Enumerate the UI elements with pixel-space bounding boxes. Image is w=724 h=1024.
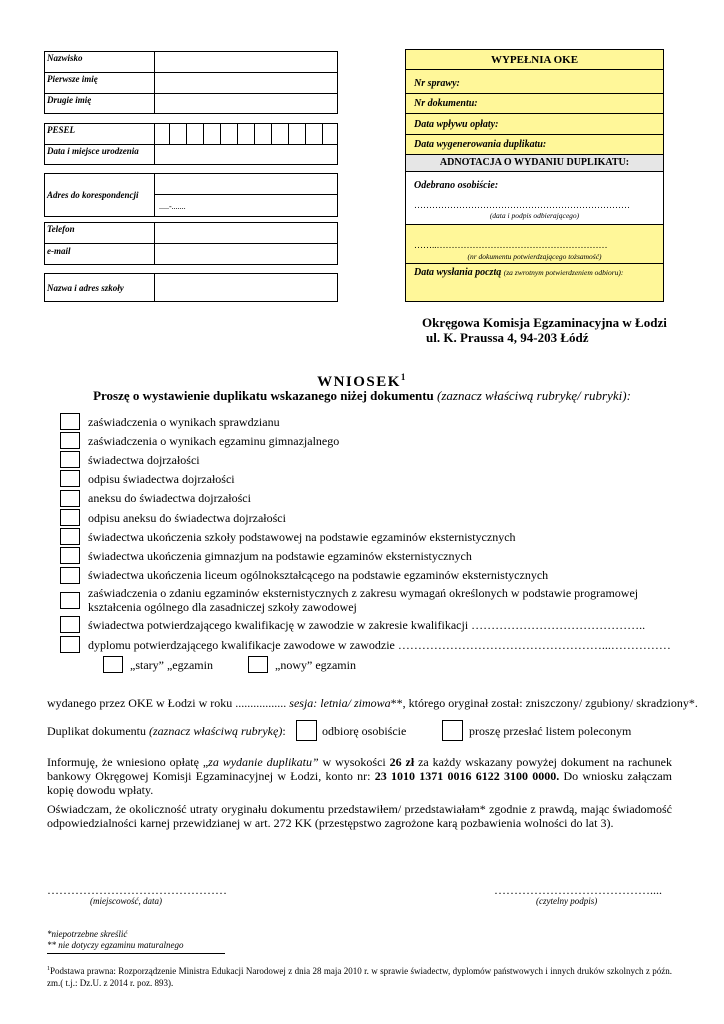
second-name-field[interactable]: [155, 94, 337, 114]
second-name-label: Drugie imię: [47, 95, 92, 105]
item-label-11: świadectwa potwierdzającego kwalifikację w zawodzie w zakresie kwalifikacji ……………………………………..: [88, 618, 646, 632]
fee-paragraph: Informuję, że wniesiono opłatę „za wydanie duplikatu” w wysokości 26 zł za każdy wskazany powyżej dokument na rachunek bankowy Okręgowej Komisji Egzaminacyjnej w Łodzi, konto nr: 23 1010 1371 0016 6122 3100 0000. Do wniosku załączam kopię dowodu wpłaty.: [47, 755, 672, 797]
checkbox-item-12[interactable]: [60, 636, 80, 653]
checkbox-old-exam[interactable]: [103, 656, 123, 673]
signature-hint: (data i podpis odbierającego): [489, 211, 580, 220]
request-title: WNIOSEK$^1$: [317, 372, 407, 390]
email-field[interactable]: [155, 244, 337, 264]
item-label-9: świadectwa ukończenia liceum ogólnokształcącego na podstawie egzaminów eksternistycznych: [88, 568, 549, 582]
request-intro: Proszę o wystawienie duplikatu wskazanego niżej dokumentu (zaznacz właściwą rubrykę/ rubryki):: [93, 388, 631, 403]
checkbox-item-5[interactable]: [60, 490, 80, 507]
item-label-4: odpisu świadectwa dojrzałości: [88, 472, 235, 486]
received-label: Odebrano osobiście:: [414, 180, 499, 191]
oke-box: [405, 49, 664, 302]
checkbox-item-4[interactable]: [60, 470, 80, 487]
sent-by-mail-label: Data wysłania pocztą (za zwrotnym potwierdzeniem odbioru):: [414, 267, 624, 278]
item-label-8: świadectwa ukończenia gimnazjum na podstawie egzaminów eksternistycznych: [88, 549, 472, 563]
first-name-field[interactable]: [155, 73, 337, 93]
mail-label: proszę przesłać listem poleconym: [469, 724, 632, 738]
checkbox-item-3[interactable]: [60, 451, 80, 468]
phone-label: Telefon: [47, 224, 75, 234]
checkbox-item-8[interactable]: [60, 547, 80, 564]
pesel-field[interactable]: [155, 124, 337, 144]
item-label-3: świadectwa dojrzałości: [88, 453, 200, 467]
doc-no-label: Nr dokumentu:: [414, 98, 478, 109]
phone-field[interactable]: [155, 223, 337, 243]
surname-label: Nazwisko: [47, 53, 83, 63]
fee-date-label: Data wpływu opłaty:: [414, 119, 499, 130]
id-dots: ……..…………………………………………………: [414, 240, 608, 250]
checkbox-item-6[interactable]: [60, 509, 80, 526]
pesel-label: PESEL: [47, 125, 76, 135]
duplicate-label: Duplikat dokumentu (zaznacz właściwą rubrykę):: [47, 724, 286, 738]
address-label: Adres do korespondencji: [47, 190, 139, 200]
new-exam-label: „nowy” egzamin: [275, 658, 356, 672]
issued-line: wydanego przez OKE w Łodzi w roku ................. sesja: letnia/ zimowa**, którego oryginał został: zniszczony/ zgubiony/ skradziony*.: [47, 696, 698, 710]
postcode-hint: .....-.......: [159, 202, 186, 211]
birth-field[interactable]: [155, 145, 337, 165]
place-date-dots: ………………………………………: [47, 883, 227, 897]
pickup-label: odbiorę osobiście: [322, 724, 407, 738]
item-label-2: zaświadczenia o wynikach egzaminu gimnazjalnego: [88, 434, 340, 448]
gen-date-label: Data wygenerowania duplikatu:: [414, 139, 547, 150]
checkbox-item-7[interactable]: [60, 528, 80, 545]
item-label-7: świadectwa ukończenia szkoły podstawowej na podstawie egzaminów eksternistycznych: [88, 530, 516, 544]
address-line1-field[interactable]: [155, 174, 337, 194]
checkbox-item-2[interactable]: [60, 432, 80, 449]
checkbox-item-9[interactable]: [60, 567, 80, 584]
signature-dots: ………………………………………………………………: [414, 200, 630, 210]
birth-label: Data i miejsce urodzenia: [47, 146, 139, 156]
item-label-5: aneksu do świadectwa dojrzałości: [88, 491, 251, 505]
school-field[interactable]: [155, 274, 337, 301]
address-line2-field[interactable]: [155, 195, 337, 216]
oke-title: WYPEŁNIA OKE: [490, 54, 579, 66]
item-label-6: odpisu aneksu do świadectwa dojrzałości: [88, 511, 286, 525]
commission-address: ul. K. Praussa 4, 94-203 Łódź: [426, 330, 589, 345]
commission-name: Okręgowa Komisja Egzaminacyjna w Łodzi: [422, 315, 667, 330]
item-label-12: dyplomu potwierdzającego kwalifikacje zawodowe w zawodzie ……………………………………………...……………: [88, 638, 671, 652]
signature-line-hint: (czytelny podpis): [536, 896, 598, 906]
note-cross-out: *niepotrzebne skreślić: [47, 929, 128, 939]
email-label: e-mail: [47, 246, 71, 256]
footnote-divider: [47, 953, 225, 954]
checkbox-mail[interactable]: [442, 720, 463, 741]
first-name-label: Pierwsze imię: [47, 74, 98, 84]
checkbox-pickup[interactable]: [296, 720, 317, 741]
id-hint: (nr dokumentu potwierdzającego tożsamość): [467, 252, 602, 261]
checkbox-item-1[interactable]: [60, 413, 80, 430]
school-label: Nazwa i adres szkoły: [47, 283, 124, 293]
case-no-label: Nr sprawy:: [414, 78, 460, 89]
checkbox-item-11[interactable]: [60, 616, 80, 633]
note-not-matura: ** nie dotyczy egzaminu maturalnego: [47, 940, 184, 950]
checkbox-new-exam[interactable]: [248, 656, 268, 673]
item-label-10: zaświadczenia o zdaniu egzaminów eksternistycznych z zakresu wymagań określonych w podstawie programowej kształcenia ogólnego dla zasadniczej szkoły zawodowej: [88, 586, 639, 614]
old-exam-label: „stary” „egzamin: [130, 658, 213, 672]
annotation-heading: ADNOTACJA O WYDANIU DUPLIKATU:: [439, 157, 630, 168]
statement-paragraph: Oświadczam, że okoliczność utraty oryginału dokumentu przedstawiłem/ przedstawiałam* zgodnie z prawdą, mając świadomość odpowiedzialności karnej przewidzianej w art. 272 KK (przestępstwo zagrożone karą pozbawienia wolności do lat 3).: [47, 802, 672, 830]
surname-field[interactable]: [155, 52, 337, 72]
item-label-1: zaświadczenia o wynikach sprawdzianu: [88, 415, 280, 429]
place-date-hint: (miejscowość, data): [90, 896, 162, 906]
legal-footnote: $^1$Podstawa prawna: Rozporządzenie Ministra Edukacji Narodowej z dnia 28 maja 2010 r. w sprawie świadectw, dyplomów państwowych i innych druków szkolnych z późn. zm.( t.j.: Dz.U. z 2014 r. poz. 893).: [47, 966, 672, 988]
signature-line-dots: …………………………………....: [494, 883, 662, 897]
checkbox-item-10[interactable]: [60, 592, 80, 609]
